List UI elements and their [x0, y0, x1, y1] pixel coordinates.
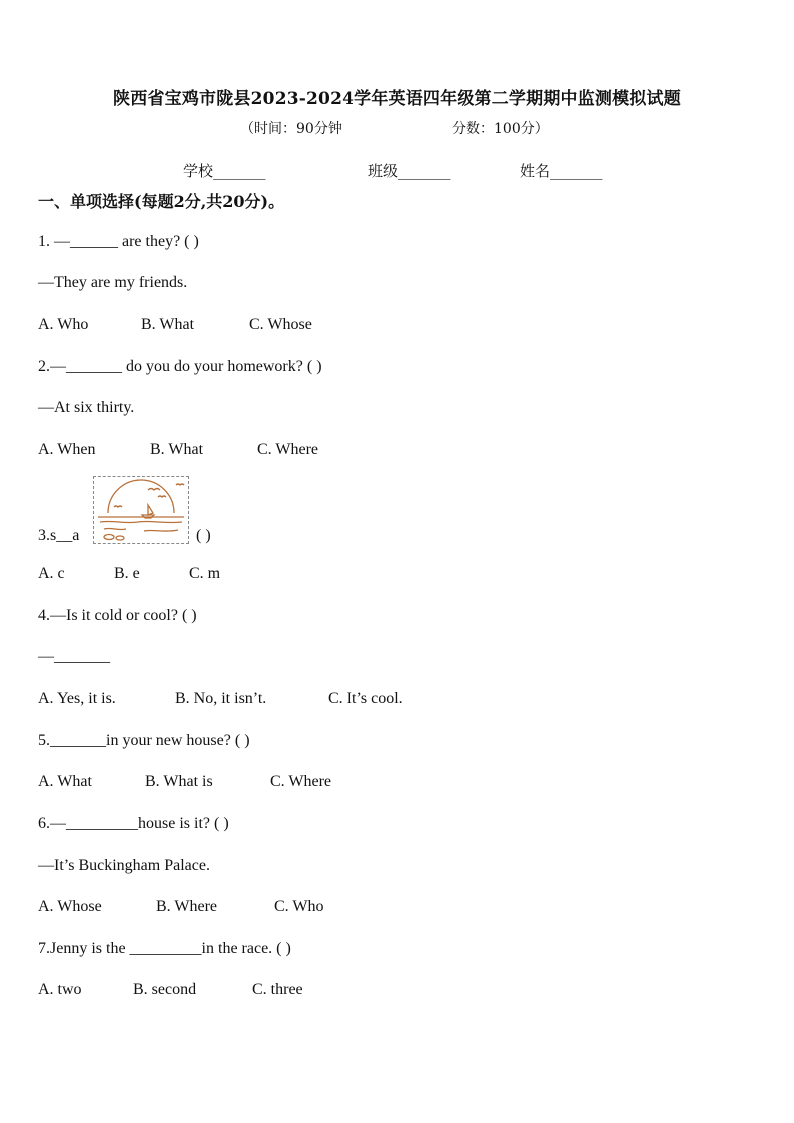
bird: [148, 489, 160, 491]
sea-picture: [93, 476, 189, 544]
question-3-stem: 3.s__a: [38, 527, 80, 544]
exam-title: 陕西省宝鸡市陇县2023-2024学年英语四年级第二学期期中监测模拟试题: [113, 89, 681, 109]
option-c: C. Where: [270, 773, 332, 790]
question-5-stem: 5._______in your new house? ( ): [38, 732, 250, 749]
option-b: B. What: [141, 316, 195, 333]
wave-line-small: [144, 530, 178, 531]
rock: [104, 535, 114, 540]
wave-line-small: [104, 528, 126, 529]
option-a: A. two: [38, 981, 82, 998]
option-a: A. Yes, it is.: [38, 690, 116, 707]
rock: [116, 536, 124, 540]
bird: [176, 484, 184, 485]
option-b: B. No, it isn’t.: [175, 690, 267, 707]
option-b: B. second: [133, 981, 197, 998]
option-c: C. Whose: [249, 316, 312, 333]
class-field: 班级_______: [368, 162, 451, 180]
option-c: C. m: [189, 565, 221, 582]
question-1-answer-line: —They are my friends.: [38, 274, 188, 291]
sunset-sea-illustration: [94, 477, 188, 543]
option-b: B. e: [114, 565, 140, 582]
question-6-stem: 6.—_________house is it? ( ): [38, 815, 229, 832]
question-4-stem: 4.—Is it cold or cool? ( ): [38, 607, 197, 624]
question-1-stem: 1. —______ are they? ( ): [38, 233, 199, 250]
option-c: C. It’s cool.: [328, 690, 403, 707]
name-field: 姓名_______: [520, 162, 603, 180]
option-c: C. three: [252, 981, 303, 998]
option-a: A. Who: [38, 316, 89, 333]
option-a: A. Whose: [38, 898, 102, 915]
question-2-answer-line: —At six thirty.: [38, 399, 135, 416]
question-4-answer-line: —_______: [38, 648, 110, 665]
section-title: 一、单项选择(每题2分,共20分)。: [38, 192, 285, 211]
question-2-stem: 2.—_______ do you do your homework? ( ): [38, 358, 322, 375]
bird: [114, 506, 122, 507]
school-field: 学校_______: [183, 162, 266, 180]
total-score: 分数：100分）: [452, 121, 549, 137]
boat-sail: [148, 505, 153, 515]
option-c: C. Where: [257, 441, 319, 458]
question-7-stem: 7.Jenny is the _________in the race. ( ): [38, 940, 291, 957]
question-3-answer-paren: ( ): [196, 527, 211, 544]
option-b: B. Where: [156, 898, 218, 915]
option-c: C. Who: [274, 898, 324, 915]
option-b: B. What: [150, 441, 204, 458]
option-b: B. What is: [145, 773, 213, 790]
option-a: A. c: [38, 565, 65, 582]
bird: [158, 496, 166, 497]
wave-line: [100, 521, 182, 522]
time-limit: （时间：90分钟: [240, 121, 342, 137]
option-a: A. What: [38, 773, 92, 790]
question-6-answer-line: —It’s Buckingham Palace.: [38, 857, 210, 874]
option-a: A. When: [38, 441, 96, 458]
